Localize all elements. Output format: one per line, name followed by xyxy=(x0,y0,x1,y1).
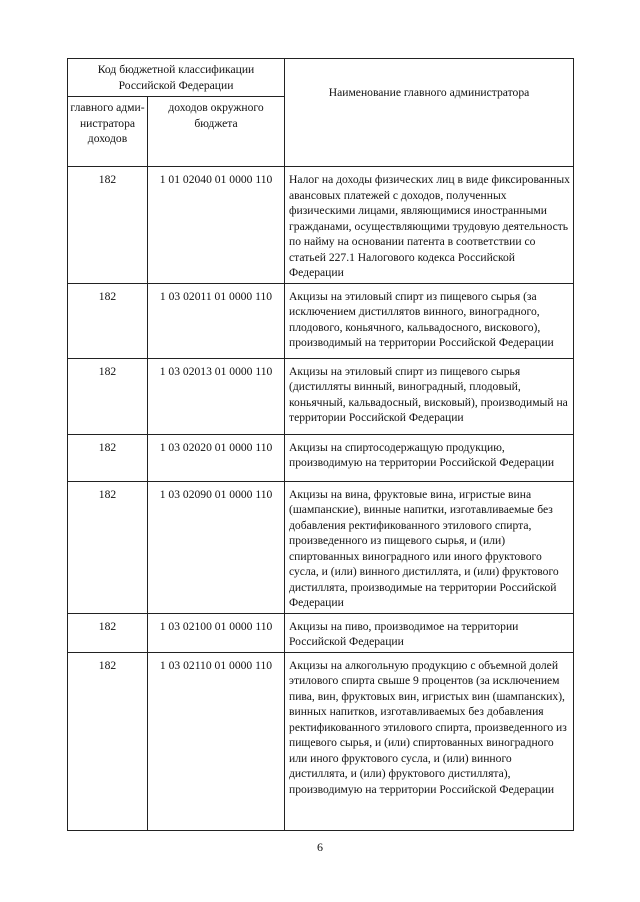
income-code-cell: 1 03 02011 01 0000 110 xyxy=(148,283,285,358)
admin-code-cell: 182 xyxy=(68,613,148,652)
income-code-cell: 1 01 02040 01 0000 110 xyxy=(148,167,285,284)
administrator-name-cell: Акцизы на вина, фруктовые вина, игристые вина (шампанские), винные напитки, изготавливаемые без добавления ректификованного этилового спирта, произведенного из пищевого сырья, и (или) спиртованных виноградного или иного фруктового сусла, и (или) винного дистиллята, и (или) фруктового дистиллята, производимые на территории Российской Федерации xyxy=(285,481,574,613)
table-row xyxy=(68,613,574,652)
administrator-name-cell: Акцизы на пиво, производимое на территории Российской Федерации xyxy=(285,613,574,652)
admin-code-cell: 182 xyxy=(68,434,148,481)
header-administrator-name: Наименование главного администратора xyxy=(285,59,574,167)
table-row xyxy=(68,434,574,481)
table-row xyxy=(68,167,574,284)
table-body xyxy=(68,167,574,831)
table-header-row xyxy=(68,59,574,97)
administrator-name-cell: Налог на доходы физических лиц в виде фиксированных авансовых платежей с доходов, полученных физическими лицами, являющимися иностранными гражданами, осуществляющими трудовую деятельность по найму на основании патента в соответствии со статьей 227.1 Налогового кодекса Российской Федерации xyxy=(285,167,574,284)
admin-code-cell: 182 xyxy=(68,652,148,830)
admin-code-cell: 182 xyxy=(68,481,148,613)
header-chief-administrator: главного адми-нистратора доходов xyxy=(68,97,148,167)
income-code-cell: 1 03 02100 01 0000 110 xyxy=(148,613,285,652)
budget-classification-table xyxy=(67,58,574,831)
administrator-name-cell: Акцизы на этиловый спирт из пищевого сырья (дистилляты винный, виноградный, плодовый, коньячный, кальвадосный, висковый), производимый на территории Российской Федерации xyxy=(285,358,574,434)
income-code-cell: 1 03 02110 01 0000 110 xyxy=(148,652,285,830)
page-number: 6 xyxy=(317,840,323,854)
header-income-code: доходов окружного бюджета xyxy=(148,97,285,167)
table-row xyxy=(68,358,574,434)
table-row xyxy=(68,283,574,358)
admin-code-cell: 182 xyxy=(68,283,148,358)
admin-code-cell: 182 xyxy=(68,358,148,434)
admin-code-cell: 182 xyxy=(68,167,148,284)
administrator-name-cell: Акцизы на этиловый спирт из пищевого сырья (за исключением дистиллятов винного, виноградного, плодового, коньячного, кальвадосного, вискового), производимый на территории Российской Федерации xyxy=(285,283,574,358)
income-code-cell: 1 03 02013 01 0000 110 xyxy=(148,358,285,434)
income-code-cell: 1 03 02090 01 0000 110 xyxy=(148,481,285,613)
table-row xyxy=(68,481,574,613)
administrator-name-cell: Акцизы на алкогольную продукцию с объемной долей этилового спирта свыше 9 процентов (за исключением пива, вин, фруктовых вин, игристых вин (шампанских), винных напитков, изготавливаемых без добавления ректификованного этилового спирта, произведенного из пищевого сырья, и (или) спиртованных виноградного или иного фруктового сусла, и (или) винного дистиллята, и (или) фруктового дистиллята), производимую на территории Российской Федерации xyxy=(285,652,574,830)
income-code-cell: 1 03 02020 01 0000 110 xyxy=(148,434,285,481)
table-row xyxy=(68,652,574,830)
administrator-name-cell: Акцизы на спиртосодержащую продукцию, производимую на территории Российской Федерации xyxy=(285,434,574,481)
header-budget-classification-code: Код бюджетной классификации Российской Федерации xyxy=(68,59,285,97)
